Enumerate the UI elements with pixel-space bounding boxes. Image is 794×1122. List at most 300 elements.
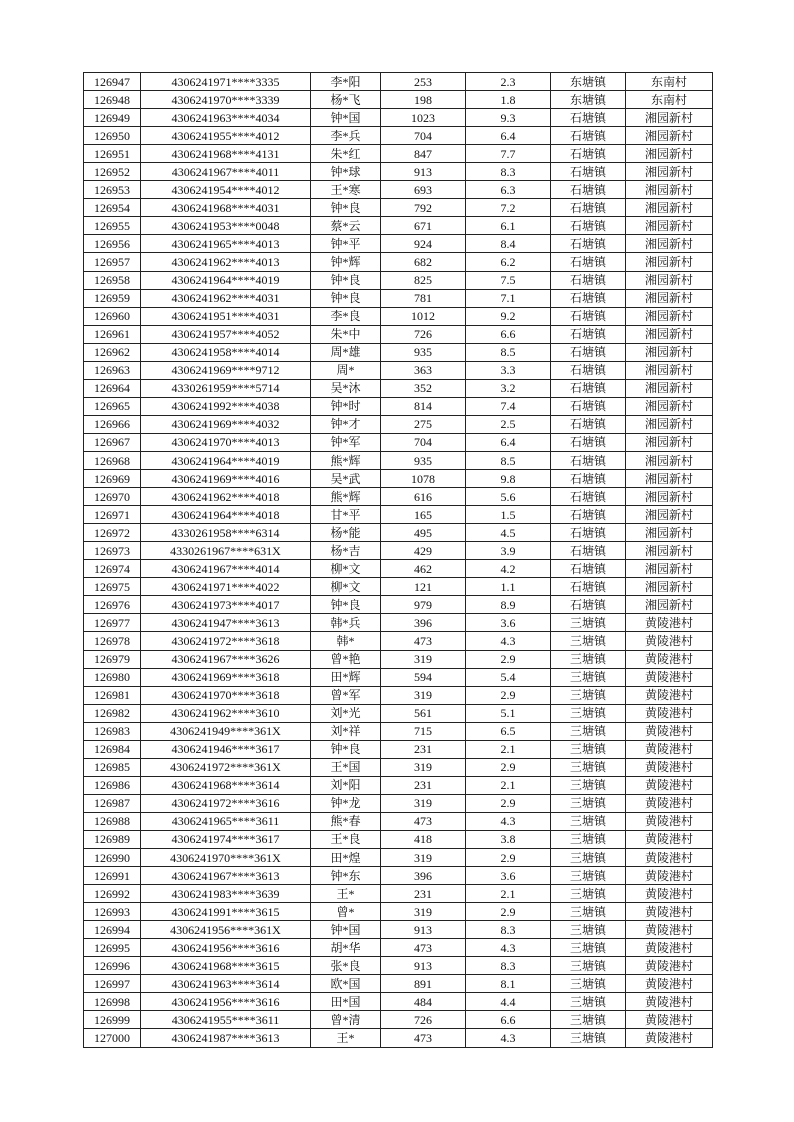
serial-number-cell: 126964: [84, 379, 141, 397]
area-cell: 8.3: [466, 957, 551, 975]
id-number-cell: 4306241968****3615: [141, 957, 311, 975]
town-cell: 石塘镇: [551, 488, 626, 506]
area-cell: 8.5: [466, 451, 551, 469]
id-number-cell: 4306241963****4034: [141, 109, 311, 127]
area-cell: 6.3: [466, 181, 551, 199]
village-cell: 黄陵港村: [626, 921, 713, 939]
table-row: [84, 704, 713, 722]
amount-cell: 792: [381, 199, 466, 217]
village-cell: 湘园新村: [626, 524, 713, 542]
village-cell: 黄陵港村: [626, 993, 713, 1011]
serial-number-cell: 126955: [84, 217, 141, 235]
village-cell: 黄陵港村: [626, 830, 713, 848]
amount-cell: 484: [381, 993, 466, 1011]
area-cell: 5.4: [466, 668, 551, 686]
area-cell: 2.3: [466, 73, 551, 91]
table-row: [84, 253, 713, 271]
amount-cell: 396: [381, 614, 466, 632]
name-cell: 田*煌: [311, 849, 381, 867]
table-row: [84, 957, 713, 975]
data-table: [83, 72, 713, 1048]
village-cell: 湘园新村: [626, 109, 713, 127]
village-cell: 湘园新村: [626, 578, 713, 596]
area-cell: 7.1: [466, 289, 551, 307]
table-row: [84, 867, 713, 885]
village-cell: 湘园新村: [626, 596, 713, 614]
village-cell: 黄陵港村: [626, 650, 713, 668]
serial-number-cell: 126954: [84, 199, 141, 217]
name-cell: 吴*沐: [311, 379, 381, 397]
id-number-cell: 4306241962****4031: [141, 289, 311, 307]
village-cell: 湘园新村: [626, 145, 713, 163]
id-number-cell: 4306241964****4019: [141, 271, 311, 289]
town-cell: 石塘镇: [551, 560, 626, 578]
id-number-cell: 4306241972****3616: [141, 794, 311, 812]
id-number-cell: 4306241963****3614: [141, 975, 311, 993]
table-row: [84, 289, 713, 307]
serial-number-cell: 126990: [84, 849, 141, 867]
town-cell: 石塘镇: [551, 524, 626, 542]
id-number-cell: 4306241962****4018: [141, 488, 311, 506]
name-cell: 张*良: [311, 957, 381, 975]
serial-number-cell: 126956: [84, 235, 141, 253]
area-cell: 2.5: [466, 415, 551, 433]
id-number-cell: 4306241969****3618: [141, 668, 311, 686]
id-number-cell: 4306241983****3639: [141, 885, 311, 903]
village-cell: 湘园新村: [626, 415, 713, 433]
name-cell: 钟*才: [311, 415, 381, 433]
village-cell: 黄陵港村: [626, 704, 713, 722]
area-cell: 2.9: [466, 650, 551, 668]
town-cell: 三塘镇: [551, 758, 626, 776]
id-number-cell: 4306241971****4022: [141, 578, 311, 596]
amount-cell: 594: [381, 668, 466, 686]
name-cell: 钟*良: [311, 289, 381, 307]
table-row: [84, 73, 713, 91]
id-number-cell: 4306241962****3610: [141, 704, 311, 722]
village-cell: 湘园新村: [626, 433, 713, 451]
table-row: [84, 560, 713, 578]
area-cell: 3.9: [466, 542, 551, 560]
amount-cell: 319: [381, 650, 466, 668]
table-row: [84, 596, 713, 614]
name-cell: 吴*武: [311, 470, 381, 488]
table-row: [84, 470, 713, 488]
village-cell: 湘园新村: [626, 217, 713, 235]
table-row: [84, 307, 713, 325]
table-row: [84, 993, 713, 1011]
amount-cell: 319: [381, 849, 466, 867]
serial-number-cell: 126994: [84, 921, 141, 939]
serial-number-cell: 126986: [84, 776, 141, 794]
town-cell: 三塘镇: [551, 939, 626, 957]
table-row: [84, 415, 713, 433]
serial-number-cell: 126987: [84, 794, 141, 812]
village-cell: 黄陵港村: [626, 740, 713, 758]
serial-number-cell: 126953: [84, 181, 141, 199]
town-cell: 石塘镇: [551, 542, 626, 560]
village-cell: 东南村: [626, 73, 713, 91]
town-cell: 三塘镇: [551, 830, 626, 848]
town-cell: 石塘镇: [551, 343, 626, 361]
area-cell: 4.3: [466, 1029, 551, 1047]
town-cell: 石塘镇: [551, 271, 626, 289]
area-cell: 5.1: [466, 704, 551, 722]
name-cell: 刘*光: [311, 704, 381, 722]
village-cell: 黄陵港村: [626, 975, 713, 993]
area-cell: 6.5: [466, 722, 551, 740]
table-row: [84, 758, 713, 776]
village-cell: 湘园新村: [626, 397, 713, 415]
amount-cell: 935: [381, 343, 466, 361]
id-number-cell: 4306241956****3616: [141, 993, 311, 1011]
serial-number-cell: 126988: [84, 812, 141, 830]
town-cell: 三塘镇: [551, 975, 626, 993]
amount-cell: 319: [381, 903, 466, 921]
amount-cell: 913: [381, 957, 466, 975]
town-cell: 三塘镇: [551, 812, 626, 830]
table-row: [84, 397, 713, 415]
name-cell: 周*: [311, 361, 381, 379]
area-cell: 8.4: [466, 235, 551, 253]
area-cell: 8.1: [466, 975, 551, 993]
table-row: [84, 506, 713, 524]
table-row: [84, 109, 713, 127]
id-number-cell: 4306241967****3613: [141, 867, 311, 885]
amount-cell: 418: [381, 830, 466, 848]
amount-cell: 935: [381, 451, 466, 469]
id-number-cell: 4306241964****4018: [141, 506, 311, 524]
name-cell: 韩*: [311, 632, 381, 650]
table-row: [84, 199, 713, 217]
serial-number-cell: 126951: [84, 145, 141, 163]
village-cell: 黄陵港村: [626, 668, 713, 686]
area-cell: 6.4: [466, 127, 551, 145]
id-number-cell: 4306241964****4019: [141, 451, 311, 469]
village-cell: 湘园新村: [626, 307, 713, 325]
table-row: [84, 1029, 713, 1047]
name-cell: 杨*能: [311, 524, 381, 542]
area-cell: 5.6: [466, 488, 551, 506]
town-cell: 石塘镇: [551, 506, 626, 524]
village-cell: 湘园新村: [626, 235, 713, 253]
village-cell: 湘园新村: [626, 361, 713, 379]
town-cell: 三塘镇: [551, 867, 626, 885]
area-cell: 6.6: [466, 325, 551, 343]
serial-number-cell: 126960: [84, 307, 141, 325]
table-row: [84, 91, 713, 109]
area-cell: 3.6: [466, 614, 551, 632]
town-cell: 三塘镇: [551, 740, 626, 758]
serial-number-cell: 126974: [84, 560, 141, 578]
town-cell: 石塘镇: [551, 578, 626, 596]
name-cell: 柳*文: [311, 578, 381, 596]
amount-cell: 495: [381, 524, 466, 542]
name-cell: 周*雄: [311, 343, 381, 361]
area-cell: 6.1: [466, 217, 551, 235]
name-cell: 田*国: [311, 993, 381, 1011]
town-cell: 石塘镇: [551, 109, 626, 127]
id-number-cell: 4306241949****361X: [141, 722, 311, 740]
amount-cell: 319: [381, 758, 466, 776]
serial-number-cell: 126981: [84, 686, 141, 704]
serial-number-cell: 126947: [84, 73, 141, 91]
amount-cell: 979: [381, 596, 466, 614]
id-number-cell: 4306241970****361X: [141, 849, 311, 867]
serial-number-cell: 126976: [84, 596, 141, 614]
name-cell: 钟*球: [311, 163, 381, 181]
name-cell: 田*辉: [311, 668, 381, 686]
serial-number-cell: 126983: [84, 722, 141, 740]
amount-cell: 473: [381, 1029, 466, 1047]
village-cell: 湘园新村: [626, 506, 713, 524]
table-row: [84, 451, 713, 469]
table-row: [84, 686, 713, 704]
town-cell: 三塘镇: [551, 1011, 626, 1029]
id-number-cell: 4306241972****361X: [141, 758, 311, 776]
town-cell: 石塘镇: [551, 163, 626, 181]
village-cell: 湘园新村: [626, 325, 713, 343]
name-cell: 韩*兵: [311, 614, 381, 632]
area-cell: 2.9: [466, 686, 551, 704]
serial-number-cell: 126971: [84, 506, 141, 524]
village-cell: 黄陵港村: [626, 903, 713, 921]
table-row: [84, 271, 713, 289]
amount-cell: 231: [381, 885, 466, 903]
area-cell: 2.9: [466, 758, 551, 776]
id-number-cell: 4306241970****3618: [141, 686, 311, 704]
village-cell: 黄陵港村: [626, 1029, 713, 1047]
town-cell: 三塘镇: [551, 704, 626, 722]
area-cell: 9.2: [466, 307, 551, 325]
serial-number-cell: 126977: [84, 614, 141, 632]
table-row: [84, 668, 713, 686]
amount-cell: 781: [381, 289, 466, 307]
amount-cell: 231: [381, 776, 466, 794]
town-cell: 石塘镇: [551, 253, 626, 271]
amount-cell: 396: [381, 867, 466, 885]
name-cell: 刘*祥: [311, 722, 381, 740]
id-number-cell: 4306241962****4013: [141, 253, 311, 271]
village-cell: 黄陵港村: [626, 794, 713, 812]
amount-cell: 275: [381, 415, 466, 433]
area-cell: 4.3: [466, 632, 551, 650]
area-cell: 4.3: [466, 812, 551, 830]
village-cell: 湘园新村: [626, 488, 713, 506]
town-cell: 三塘镇: [551, 794, 626, 812]
name-cell: 欧*国: [311, 975, 381, 993]
town-cell: 石塘镇: [551, 217, 626, 235]
table-row: [84, 903, 713, 921]
amount-cell: 462: [381, 560, 466, 578]
id-number-cell: 4306241991****3615: [141, 903, 311, 921]
amount-cell: 1078: [381, 470, 466, 488]
town-cell: 三塘镇: [551, 921, 626, 939]
village-cell: 湘园新村: [626, 199, 713, 217]
id-number-cell: 4306241970****3339: [141, 91, 311, 109]
area-cell: 3.3: [466, 361, 551, 379]
table-row: [84, 975, 713, 993]
id-number-cell: 4306241967****4014: [141, 560, 311, 578]
serial-number-cell: 127000: [84, 1029, 141, 1047]
amount-cell: 231: [381, 740, 466, 758]
area-cell: 3.6: [466, 867, 551, 885]
id-number-cell: 4306241973****4017: [141, 596, 311, 614]
area-cell: 4.2: [466, 560, 551, 578]
serial-number-cell: 126979: [84, 650, 141, 668]
town-cell: 石塘镇: [551, 307, 626, 325]
town-cell: 三塘镇: [551, 903, 626, 921]
amount-cell: 814: [381, 397, 466, 415]
name-cell: 甘*平: [311, 506, 381, 524]
village-cell: 黄陵港村: [626, 758, 713, 776]
area-cell: 1.1: [466, 578, 551, 596]
table-row: [84, 921, 713, 939]
name-cell: 朱*红: [311, 145, 381, 163]
town-cell: 石塘镇: [551, 181, 626, 199]
serial-number-cell: 126992: [84, 885, 141, 903]
area-cell: 8.3: [466, 921, 551, 939]
village-cell: 黄陵港村: [626, 867, 713, 885]
town-cell: 石塘镇: [551, 235, 626, 253]
name-cell: 蔡*云: [311, 217, 381, 235]
serial-number-cell: 126961: [84, 325, 141, 343]
village-cell: 湘园新村: [626, 542, 713, 560]
amount-cell: 473: [381, 812, 466, 830]
amount-cell: 715: [381, 722, 466, 740]
area-cell: 2.9: [466, 849, 551, 867]
serial-number-cell: 126997: [84, 975, 141, 993]
village-cell: 湘园新村: [626, 181, 713, 199]
amount-cell: 913: [381, 921, 466, 939]
town-cell: 石塘镇: [551, 289, 626, 307]
amount-cell: 924: [381, 235, 466, 253]
name-cell: 钟*军: [311, 433, 381, 451]
name-cell: 熊*辉: [311, 488, 381, 506]
name-cell: 钟*良: [311, 740, 381, 758]
name-cell: 钟*辉: [311, 253, 381, 271]
village-cell: 黄陵港村: [626, 957, 713, 975]
town-cell: 三塘镇: [551, 1029, 626, 1047]
name-cell: 柳*文: [311, 560, 381, 578]
name-cell: 曾*: [311, 903, 381, 921]
name-cell: 钟*良: [311, 271, 381, 289]
town-cell: 石塘镇: [551, 415, 626, 433]
table-row: [84, 542, 713, 560]
village-cell: 黄陵港村: [626, 849, 713, 867]
table-row: [84, 235, 713, 253]
id-number-cell: 4306241953****0048: [141, 217, 311, 235]
id-number-cell: 4306241967****3626: [141, 650, 311, 668]
town-cell: 石塘镇: [551, 379, 626, 397]
amount-cell: 726: [381, 1011, 466, 1029]
village-cell: 黄陵港村: [626, 632, 713, 650]
village-cell: 湘园新村: [626, 379, 713, 397]
name-cell: 李*阳: [311, 73, 381, 91]
name-cell: 胡*华: [311, 939, 381, 957]
serial-number-cell: 126975: [84, 578, 141, 596]
name-cell: 钟*国: [311, 109, 381, 127]
id-number-cell: 4306241968****3614: [141, 776, 311, 794]
id-number-cell: 4306241955****4012: [141, 127, 311, 145]
id-number-cell: 4306241951****4031: [141, 307, 311, 325]
area-cell: 2.1: [466, 885, 551, 903]
name-cell: 曾*军: [311, 686, 381, 704]
serial-number-cell: 126950: [84, 127, 141, 145]
table-row: [84, 794, 713, 812]
amount-cell: 682: [381, 253, 466, 271]
table-row: [84, 776, 713, 794]
area-cell: 4.4: [466, 993, 551, 1011]
area-cell: 3.2: [466, 379, 551, 397]
name-cell: 王*寒: [311, 181, 381, 199]
town-cell: 三塘镇: [551, 686, 626, 704]
table-row: [84, 939, 713, 957]
area-cell: 6.4: [466, 433, 551, 451]
id-number-cell: 4306241954****4012: [141, 181, 311, 199]
town-cell: 三塘镇: [551, 957, 626, 975]
amount-cell: 825: [381, 271, 466, 289]
serial-number-cell: 126984: [84, 740, 141, 758]
table-row: [84, 379, 713, 397]
town-cell: 石塘镇: [551, 596, 626, 614]
village-cell: 湘园新村: [626, 289, 713, 307]
town-cell: 石塘镇: [551, 361, 626, 379]
name-cell: 熊*春: [311, 812, 381, 830]
serial-number-cell: 126968: [84, 451, 141, 469]
table-row: [84, 1011, 713, 1029]
amount-cell: 198: [381, 91, 466, 109]
serial-number-cell: 126982: [84, 704, 141, 722]
town-cell: 三塘镇: [551, 885, 626, 903]
area-cell: 7.4: [466, 397, 551, 415]
area-cell: 4.3: [466, 939, 551, 957]
village-cell: 湘园新村: [626, 253, 713, 271]
table-row: [84, 812, 713, 830]
area-cell: 2.9: [466, 794, 551, 812]
village-cell: 黄陵港村: [626, 776, 713, 794]
village-cell: 东南村: [626, 91, 713, 109]
name-cell: 曾*清: [311, 1011, 381, 1029]
id-number-cell: 4330261958****6314: [141, 524, 311, 542]
area-cell: 8.5: [466, 343, 551, 361]
amount-cell: 1012: [381, 307, 466, 325]
id-number-cell: 4306241956****3616: [141, 939, 311, 957]
serial-number-cell: 126972: [84, 524, 141, 542]
village-cell: 湘园新村: [626, 560, 713, 578]
table-row: [84, 524, 713, 542]
town-cell: 东塘镇: [551, 73, 626, 91]
area-cell: 1.5: [466, 506, 551, 524]
id-number-cell: 4306241972****3618: [141, 632, 311, 650]
name-cell: 曾*艳: [311, 650, 381, 668]
id-number-cell: 4306241971****3335: [141, 73, 311, 91]
area-cell: 7.2: [466, 199, 551, 217]
serial-number-cell: 126985: [84, 758, 141, 776]
village-cell: 黄陵港村: [626, 722, 713, 740]
serial-number-cell: 126996: [84, 957, 141, 975]
id-number-cell: 4306241969****4016: [141, 470, 311, 488]
town-cell: 石塘镇: [551, 451, 626, 469]
id-number-cell: 4306241955****3611: [141, 1011, 311, 1029]
village-cell: 黄陵港村: [626, 885, 713, 903]
amount-cell: 891: [381, 975, 466, 993]
area-cell: 2.1: [466, 740, 551, 758]
id-number-cell: 4306241967****4011: [141, 163, 311, 181]
village-cell: 湘园新村: [626, 470, 713, 488]
town-cell: 三塘镇: [551, 993, 626, 1011]
village-cell: 黄陵港村: [626, 1011, 713, 1029]
